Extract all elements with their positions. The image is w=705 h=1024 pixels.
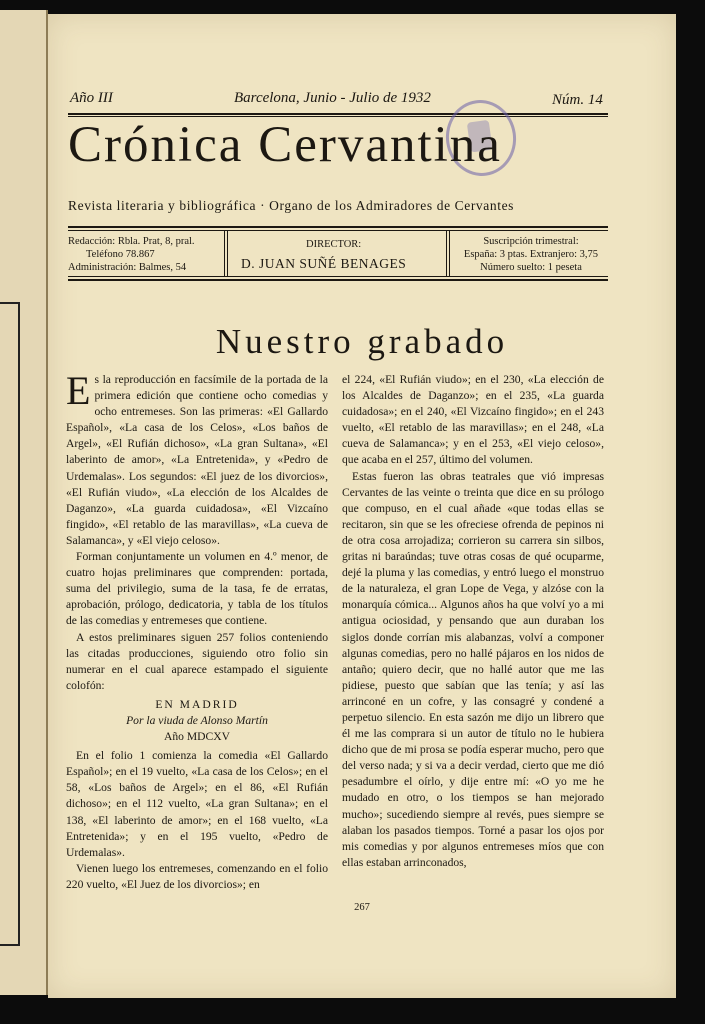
paragraph: Forman conjuntamente un volumen en 4.º menor, de cuatro hojas preliminares que comprenden: portada, suma del privilegio, suma de la tasa, fe de erratas, aprobación, prólogo, dedicatoria, y tabla de los títulos de las comedias y entremeses que contiene. — [66, 550, 328, 628]
masthead-left: Redacción: Rbla. Prat, 8, pral. Teléfono 78.867 Administración: Balmes, 54 — [68, 236, 195, 273]
colophon-place: EN MADRID — [155, 697, 239, 711]
colophon-year: Año MDCXV — [163, 730, 231, 744]
paragraph: Estas fueron las obras teatrales que vió impresas Cervantes de las veinte o treinta que dice en su prólogo que compuso, en el cual añade «que todas ellas se recitaron, sin que se les ofreciese ofrenda de pepinos ni de otra cosa arrojadiza; corrieron su carrera sin silbos, gritas ni baraúndas; tuve otras cosas de qué ocuparme, dejé la pluma y las comedias, y entró luego el monstruo de la naturaleza, el gran Lope de Vega, y alzóse con la monarquía cómica... Algunos años ha que volví yo a mi antigua ociosidad, y pensando que aun duraban los siglos donde corrían mis alabanzas, volví a componer algunas comedias, pero no hallé pájaros en los nidos de antaño; quiero decir, que no hallé autor que me las pidiese, puesto que sabían que las tenía; y así las arrinconé en un cofre, y las consagré y condené a perpetuo silencio. En esta sazón me dijo un librero que él me las comprara si un autor de título no le hubiera dicho que de mi prosa se podía esperar mucho, pero que del verso nada; y si va a decir verdad, cierto que me dió pesadumbre el oírlo, y dije entre mí: «O yo me he mudado en otro, o los tiempos se han mejorado mucho»; sucediendo siempre al revés, pues siempre se alaban los pasados tiempos. Torné a pasar los ojos por mis comedias y por algunos entremeses míos que con ellas estaban arrinconados, — [342, 469, 604, 869]
masthead-right: Suscripción trimestral: España: 3 ptas. Extranjero: 3,75 Número suelto: 1 peseta — [463, 236, 599, 273]
issue-year: Año III — [70, 90, 113, 106]
journal-title: Crónica Cervantina — [68, 117, 502, 173]
place-date: Barcelona, Junio - Julio de 1932 — [234, 90, 431, 106]
drop-cap: E — [66, 368, 91, 413]
journal-subtitle: Revista literaria y bibliográfica · Organo de los Admiradores de Cervantes — [68, 198, 515, 213]
director-name: D. JUAN SUÑÉ BENAGES — [241, 256, 407, 271]
article-heading: Nuestro grabado — [215, 322, 509, 361]
paragraph: Vienen luego los entremeses, comenzando en el folio 220 vuelto, «El Juez de los divorcios»; en — [66, 861, 328, 891]
paragraph: En el folio 1 comienza la comedia «El Gallardo Español»; en el 19 vuelto, «La casa de los Celos»; en el 58, «Los baños de Argel»; en el 86, «El Rufián dichoso»; en el 112 vuelto, «La gran Sultana»; en el 138, «El laberinto de amor»; en el 168 vuelto, «La Entretenida»; y en el 195 vuelto, «Pedro de Urdemalas». — [66, 749, 328, 859]
paragraph: el 224, «El Rufián viudo»; en el 230, «La elección de los Alcaldes de Daganzo»; en el 235, «La guarda cuidadosa»; en el 240, «El Vizcaíno fingido»; en el 243 vuelto, «El retablo de las maravillas»; en el 248, «La cueva de Salamanca»; y en el 253, «El viejo celoso», que acaba en el 257, último del volumen. — [342, 373, 604, 467]
journal-page — [48, 14, 676, 998]
left-page-frame — [0, 302, 20, 946]
colophon-printer: Por la viuda de Alonso Martín — [126, 713, 268, 727]
left-column: Es la reproducción en facsímile de la portada de la primera edición que contiene ocho comedias y ocho entremeses. Son las primeras: «El Gallardo Español», «La casa de los Celos», «Los baños de Argel», «El Rufián dichoso», «La gran Sultana», «El laberinto de amor», «La Entretenida», y «Pedro de Urdemalas». Los segundos: «El juez de los divorcios», «El Rufián viudo», «La elección de los Alcaldes de Daganzo», «La guarda cuidadosa», «El Vizcaíno fingido», «El retablo de las maravillas», «La cueva de Salamanca», y «El viejo celoso». Forman conjuntamente un volumen en 4.º menor, de cuatro hojas preliminares que comprenden: portada, suma del privilegio, suma de la tasa, fe de erratas, aprobación, prólogo, dedicatoria, y tabla de los títulos de las comedias y entremeses que contiene. A estos preliminares siguen 257 folios conteniendo las citadas producciones, siguiendo otro folio sin numerar en el cual aparece estampado el siguiente colofón: EN MADRID Por la viuda de Alonso Martín Año MDCXV En el folio 1 comienza la comedia «El Gallardo Español»; en el 19 vuelto, «La casa de los Celos»; en el 58, «Los baños de Argel»; en el 86, «El Rufián dichoso»; en el 112 vuelto, «La gran Sultana»; en el 138, «El laberinto de amor»; en el 168 vuelto, «La Entretenida»; y en el 195 vuelto, «Pedro de Urdemalas». Vienen luego los entremeses, comenzando en el folio 220 vuelto, «El Juez de los divorcios»; en — [66, 372, 328, 893]
issue-number: Núm. 14 — [552, 92, 603, 108]
paragraph: A estos preliminares siguen 257 folios conteniendo las citadas producciones, siguiendo otro folio sin numerar en el cual aparece estampado el siguiente colofón: — [66, 630, 328, 692]
director-label: DIRECTOR: — [306, 239, 362, 250]
right-column — [342, 372, 604, 871]
page-number: 267 — [354, 902, 370, 913]
left-page-edge — [0, 10, 48, 995]
